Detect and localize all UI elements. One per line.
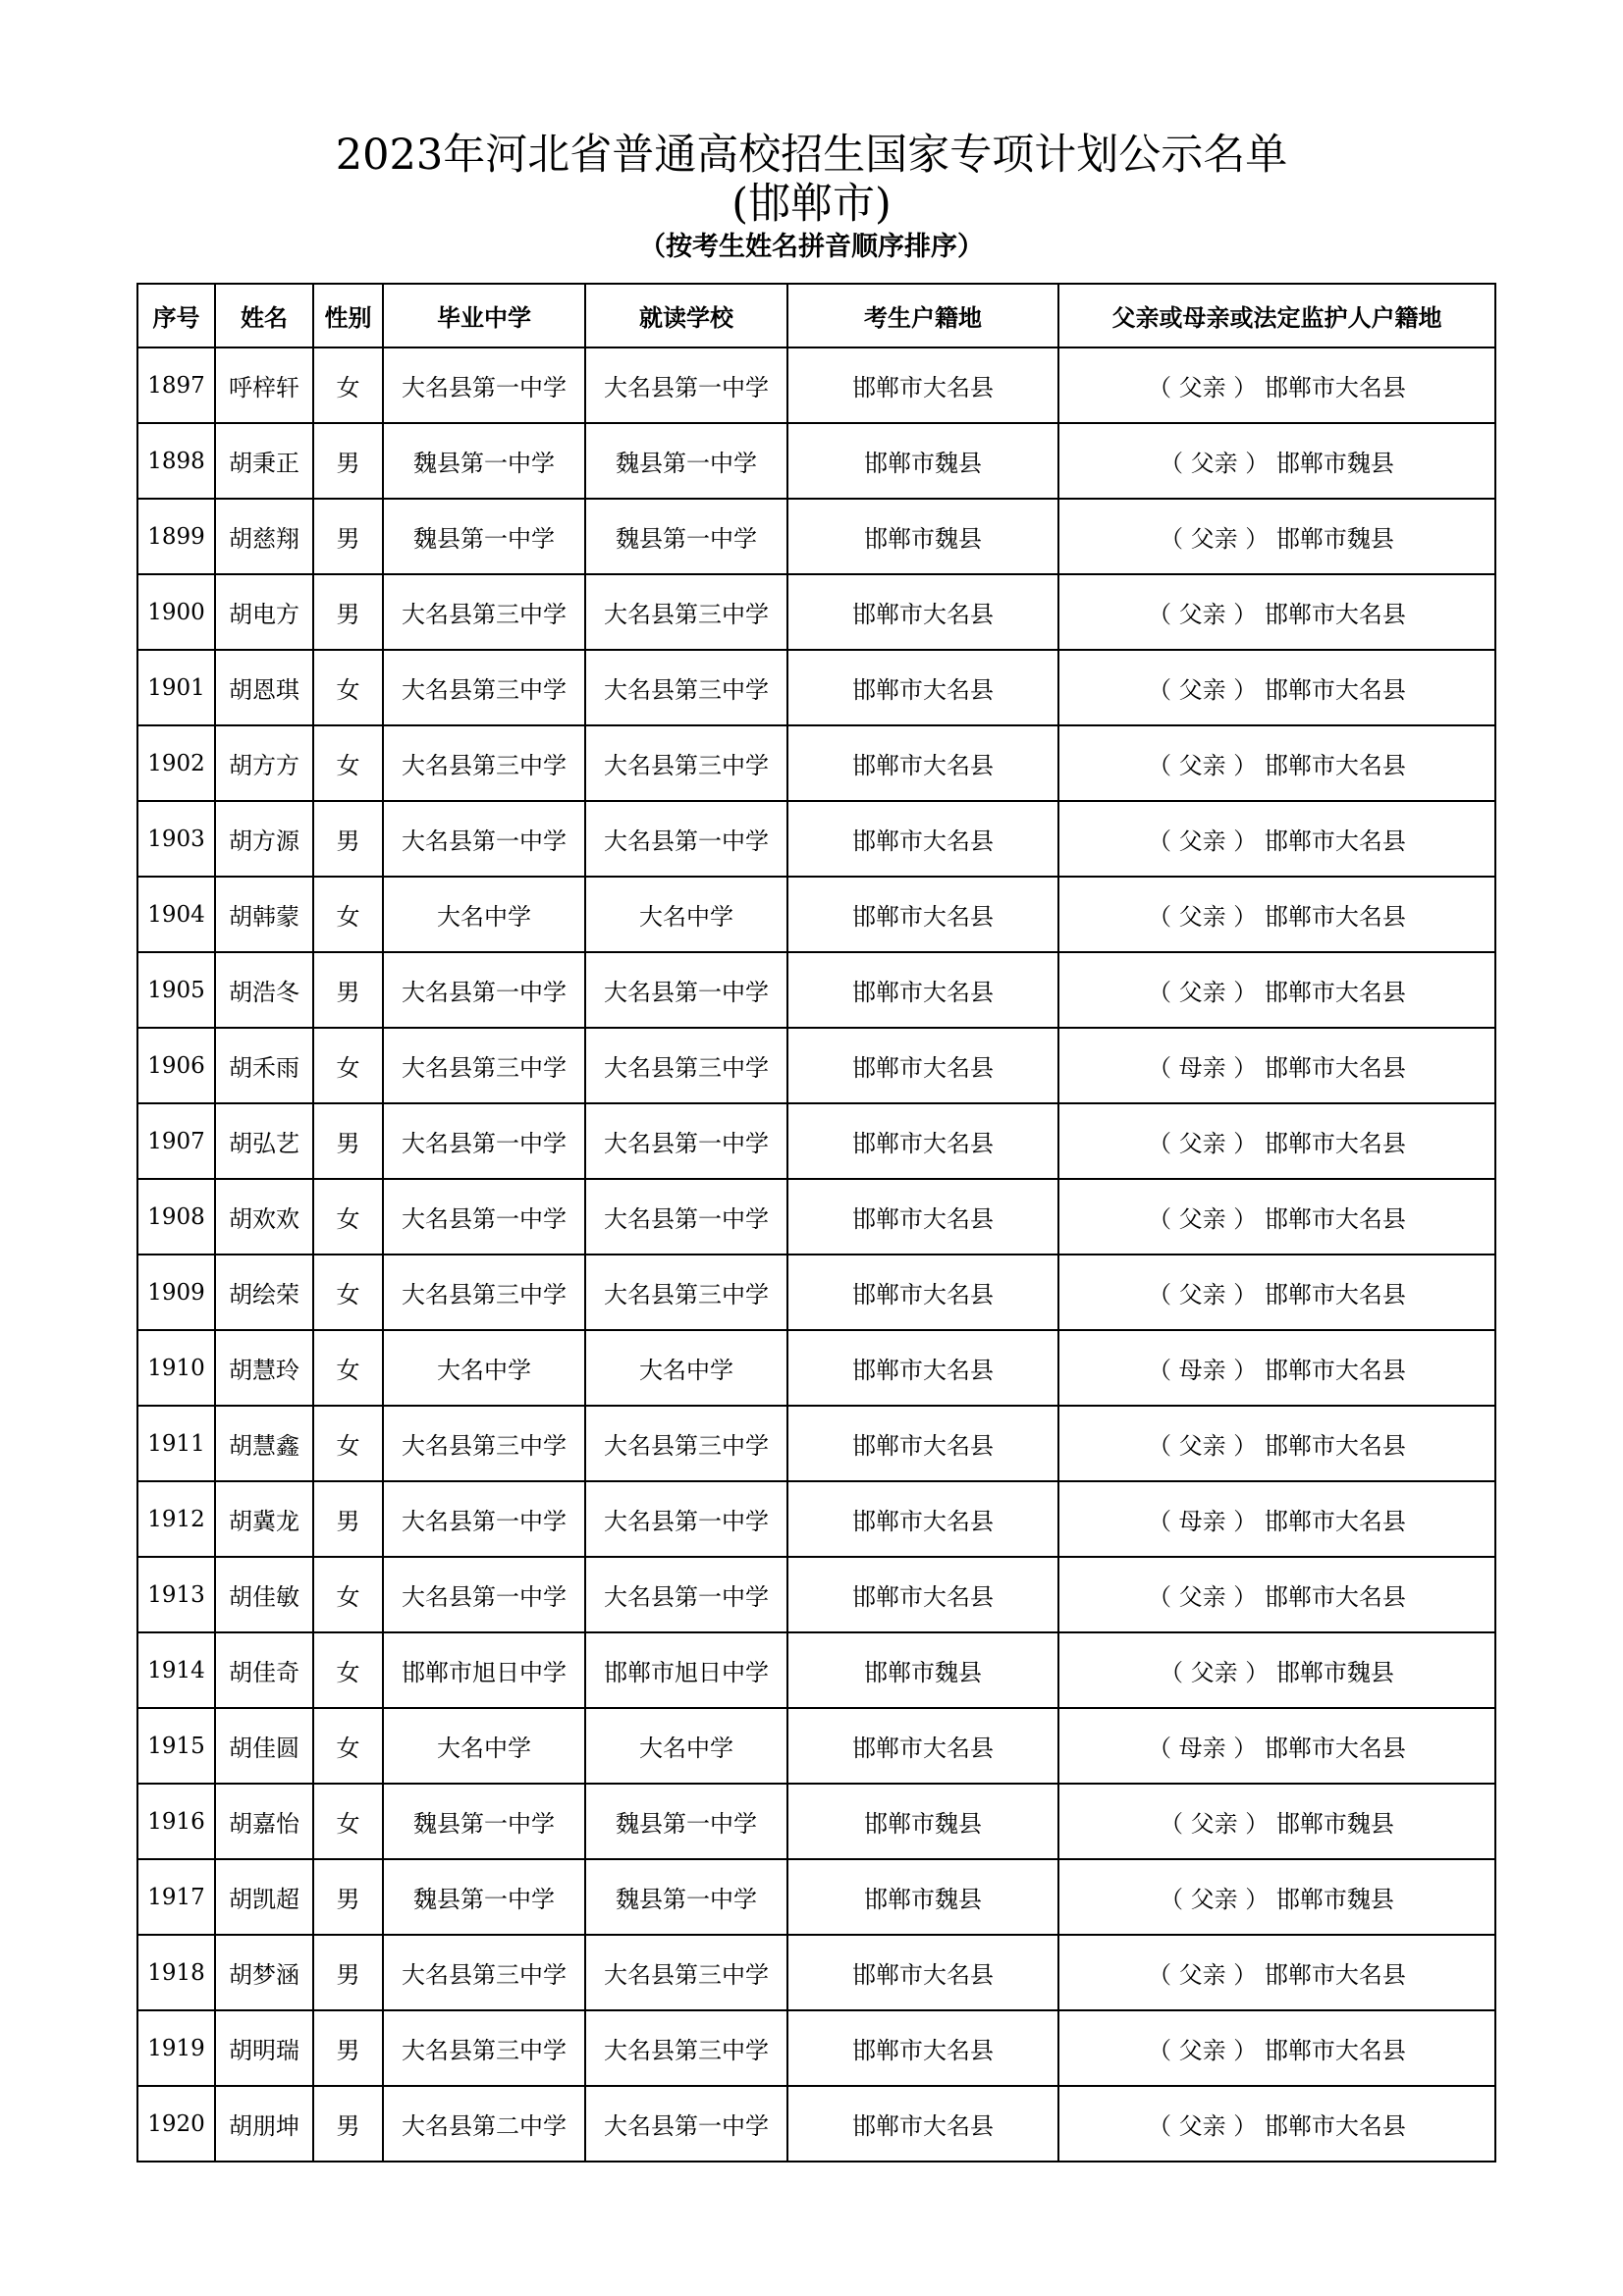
cell-hukou: 邯郸市大名县 [787, 574, 1058, 650]
cell-gender: 女 [313, 1557, 383, 1632]
cell-seq: 1901 [137, 650, 215, 725]
cell-gender: 女 [313, 877, 383, 952]
cell-current-school: 大名县第一中学 [585, 347, 787, 423]
cell-gender: 女 [313, 1406, 383, 1481]
cell-current-school: 大名县第三中学 [585, 1935, 787, 2010]
table-row [137, 1330, 1495, 1406]
cell-seq: 1897 [137, 347, 215, 423]
cell-grad-school: 魏县第一中学 [383, 1784, 585, 1859]
table-row [137, 725, 1495, 801]
table-row [137, 1028, 1495, 1103]
cell-seq: 1908 [137, 1179, 215, 1255]
cell-grad-school: 大名县第一中学 [383, 801, 585, 877]
table-row [137, 1708, 1495, 1784]
cell-gender: 女 [313, 1708, 383, 1784]
cell-gender: 男 [313, 801, 383, 877]
cell-grad-school: 大名县第三中学 [383, 1406, 585, 1481]
cell-grad-school: 大名中学 [383, 1330, 585, 1406]
cell-seq: 1907 [137, 1103, 215, 1179]
cell-hukou: 邯郸市大名县 [787, 725, 1058, 801]
table-row [137, 2086, 1495, 2162]
cell-hukou: 邯郸市魏县 [787, 499, 1058, 574]
cell-name: 胡浩冬 [215, 952, 313, 1028]
cell-name: 胡方方 [215, 725, 313, 801]
cell-hukou: 邯郸市大名县 [787, 1255, 1058, 1330]
cell-current-school: 大名县第三中学 [585, 1028, 787, 1103]
cell-hukou: 邯郸市大名县 [787, 1103, 1058, 1179]
cell-guardian-hukou: （ 母亲 ） 邯郸市大名县 [1058, 1028, 1495, 1103]
cell-name: 胡韩蒙 [215, 877, 313, 952]
cell-current-school: 大名县第一中学 [585, 1179, 787, 1255]
cell-hukou: 邯郸市大名县 [787, 801, 1058, 877]
table-row [137, 1255, 1495, 1330]
cell-hukou: 邯郸市大名县 [787, 1179, 1058, 1255]
cell-gender: 女 [313, 725, 383, 801]
cell-hukou: 邯郸市大名县 [787, 1330, 1058, 1406]
table-row [137, 1103, 1495, 1179]
cell-seq: 1919 [137, 2010, 215, 2086]
cell-grad-school: 大名县第一中学 [383, 1179, 585, 1255]
cell-current-school: 大名县第一中学 [585, 801, 787, 877]
cell-seq: 1912 [137, 1481, 215, 1557]
cell-guardian-hukou: （ 父亲 ） 邯郸市大名县 [1058, 347, 1495, 423]
table-row [137, 1481, 1495, 1557]
cell-grad-school: 邯郸市旭日中学 [383, 1632, 585, 1708]
cell-gender: 女 [313, 1255, 383, 1330]
table-row [137, 1935, 1495, 2010]
table-row [137, 1406, 1495, 1481]
cell-grad-school: 大名县第一中学 [383, 347, 585, 423]
cell-name: 胡冀龙 [215, 1481, 313, 1557]
cell-seq: 1902 [137, 725, 215, 801]
cell-grad-school: 大名县第三中学 [383, 574, 585, 650]
cell-name: 胡朋坤 [215, 2086, 313, 2162]
cell-name: 胡秉正 [215, 423, 313, 499]
cell-guardian-hukou: （ 母亲 ） 邯郸市大名县 [1058, 1330, 1495, 1406]
header-grad-school: 毕业中学 [383, 284, 585, 347]
cell-seq: 1913 [137, 1557, 215, 1632]
cell-name: 胡方源 [215, 801, 313, 877]
cell-seq: 1914 [137, 1632, 215, 1708]
cell-name: 胡嘉怡 [215, 1784, 313, 1859]
document-subtitle: (邯郸市) [731, 180, 892, 229]
cell-gender: 男 [313, 2086, 383, 2162]
cell-gender: 男 [313, 574, 383, 650]
cell-guardian-hukou: （ 母亲 ） 邯郸市大名县 [1058, 1481, 1495, 1557]
cell-seq: 1906 [137, 1028, 215, 1103]
cell-seq: 1910 [137, 1330, 215, 1406]
document-title: 2023年河北省普通高校招生国家专项计划公示名单 [335, 131, 1288, 180]
cell-name: 胡电方 [215, 574, 313, 650]
cell-grad-school: 大名县第一中学 [383, 952, 585, 1028]
table-body [137, 347, 1495, 2162]
cell-grad-school: 大名县第三中学 [383, 725, 585, 801]
cell-current-school: 邯郸市旭日中学 [585, 1632, 787, 1708]
cell-current-school: 大名县第一中学 [585, 952, 787, 1028]
cell-seq: 1920 [137, 2086, 215, 2162]
cell-seq: 1905 [137, 952, 215, 1028]
cell-grad-school: 大名县第三中学 [383, 1935, 585, 2010]
cell-seq: 1900 [137, 574, 215, 650]
cell-seq: 1911 [137, 1406, 215, 1481]
cell-grad-school: 大名县第三中学 [383, 650, 585, 725]
cell-current-school: 大名县第三中学 [585, 725, 787, 801]
cell-seq: 1909 [137, 1255, 215, 1330]
table-row [137, 499, 1495, 574]
cell-gender: 男 [313, 1935, 383, 2010]
cell-guardian-hukou: （ 父亲 ） 邯郸市魏县 [1058, 1784, 1495, 1859]
cell-guardian-hukou: （ 父亲 ） 邯郸市大名县 [1058, 952, 1495, 1028]
cell-grad-school: 大名中学 [383, 1708, 585, 1784]
cell-current-school: 大名县第三中学 [585, 1406, 787, 1481]
cell-gender: 男 [313, 499, 383, 574]
cell-guardian-hukou: （ 父亲 ） 邯郸市大名县 [1058, 1406, 1495, 1481]
cell-gender: 女 [313, 1330, 383, 1406]
cell-hukou: 邯郸市魏县 [787, 1859, 1058, 1935]
cell-name: 胡明瑞 [215, 2010, 313, 2086]
cell-gender: 男 [313, 423, 383, 499]
cell-seq: 1916 [137, 1784, 215, 1859]
cell-gender: 女 [313, 1632, 383, 1708]
cell-guardian-hukou: （ 父亲 ） 邯郸市大名县 [1058, 801, 1495, 877]
cell-current-school: 魏县第一中学 [585, 1784, 787, 1859]
cell-current-school: 大名县第一中学 [585, 2086, 787, 2162]
table-row [137, 877, 1495, 952]
header-hukou: 考生户籍地 [787, 284, 1058, 347]
cell-hukou: 邯郸市大名县 [787, 1481, 1058, 1557]
cell-guardian-hukou: （ 父亲 ） 邯郸市魏县 [1058, 499, 1495, 574]
cell-hukou: 邯郸市大名县 [787, 2010, 1058, 2086]
cell-seq: 1918 [137, 1935, 215, 2010]
cell-hukou: 邯郸市大名县 [787, 1406, 1058, 1481]
header-seq: 序号 [137, 284, 215, 347]
table-row [137, 2010, 1495, 2086]
table-row [137, 1784, 1495, 1859]
cell-name: 胡慧鑫 [215, 1406, 313, 1481]
cell-grad-school: 大名县第二中学 [383, 2086, 585, 2162]
cell-gender: 女 [313, 1028, 383, 1103]
cell-guardian-hukou: （ 母亲 ） 邯郸市大名县 [1058, 1708, 1495, 1784]
cell-name: 胡佳圆 [215, 1708, 313, 1784]
cell-gender: 男 [313, 1481, 383, 1557]
cell-grad-school: 魏县第一中学 [383, 1859, 585, 1935]
cell-hukou: 邯郸市大名县 [787, 2086, 1058, 2162]
table-header-row [137, 284, 1495, 347]
cell-current-school: 大名中学 [585, 1330, 787, 1406]
cell-grad-school: 魏县第一中学 [383, 423, 585, 499]
header-name: 姓名 [215, 284, 313, 347]
cell-current-school: 魏县第一中学 [585, 423, 787, 499]
cell-current-school: 大名中学 [585, 1708, 787, 1784]
cell-grad-school: 大名县第一中学 [383, 1103, 585, 1179]
cell-guardian-hukou: （ 父亲 ） 邯郸市魏县 [1058, 423, 1495, 499]
cell-hukou: 邯郸市大名县 [787, 1028, 1058, 1103]
cell-hukou: 邯郸市大名县 [787, 877, 1058, 952]
cell-name: 胡恩琪 [215, 650, 313, 725]
cell-guardian-hukou: （ 父亲 ） 邯郸市大名县 [1058, 877, 1495, 952]
table-row [137, 1632, 1495, 1708]
cell-gender: 女 [313, 1179, 383, 1255]
cell-hukou: 邯郸市大名县 [787, 1557, 1058, 1632]
table-row [137, 347, 1495, 423]
cell-grad-school: 大名县第三中学 [383, 1028, 585, 1103]
cell-name: 胡慈翔 [215, 499, 313, 574]
cell-guardian-hukou: （ 父亲 ） 邯郸市大名县 [1058, 1557, 1495, 1632]
cell-seq: 1917 [137, 1859, 215, 1935]
table-row [137, 1557, 1495, 1632]
cell-name: 胡欢欢 [215, 1179, 313, 1255]
cell-seq: 1903 [137, 801, 215, 877]
cell-name: 胡佳奇 [215, 1632, 313, 1708]
cell-gender: 女 [313, 650, 383, 725]
cell-hukou: 邯郸市魏县 [787, 423, 1058, 499]
cell-guardian-hukou: （ 父亲 ） 邯郸市大名县 [1058, 1935, 1495, 2010]
cell-current-school: 大名县第三中学 [585, 1255, 787, 1330]
cell-current-school: 大名县第三中学 [585, 2010, 787, 2086]
cell-name: 胡佳敏 [215, 1557, 313, 1632]
cell-seq: 1899 [137, 499, 215, 574]
cell-gender: 男 [313, 1859, 383, 1935]
cell-guardian-hukou: （ 父亲 ） 邯郸市魏县 [1058, 1632, 1495, 1708]
cell-current-school: 大名县第一中学 [585, 1481, 787, 1557]
cell-guardian-hukou: （ 父亲 ） 邯郸市大名县 [1058, 574, 1495, 650]
cell-seq: 1898 [137, 423, 215, 499]
cell-hukou: 邯郸市大名县 [787, 650, 1058, 725]
table-row [137, 1859, 1495, 1935]
cell-current-school: 大名县第一中学 [585, 1557, 787, 1632]
cell-seq: 1904 [137, 877, 215, 952]
table-row [137, 423, 1495, 499]
header-current-school: 就读学校 [585, 284, 787, 347]
cell-hukou: 邯郸市魏县 [787, 1632, 1058, 1708]
cell-guardian-hukou: （ 父亲 ） 邯郸市大名县 [1058, 1255, 1495, 1330]
cell-name: 胡绘荣 [215, 1255, 313, 1330]
cell-guardian-hukou: （ 父亲 ） 邯郸市大名县 [1058, 2086, 1495, 2162]
table-row [137, 801, 1495, 877]
header-gender: 性别 [313, 284, 383, 347]
cell-guardian-hukou: （ 父亲 ） 邯郸市大名县 [1058, 2010, 1495, 2086]
cell-guardian-hukou: （ 父亲 ） 邯郸市大名县 [1058, 650, 1495, 725]
cell-gender: 男 [313, 1103, 383, 1179]
cell-current-school: 大名中学 [585, 877, 787, 952]
cell-gender: 男 [313, 952, 383, 1028]
cell-name: 胡弘艺 [215, 1103, 313, 1179]
header-guardian-hukou: 父亲或母亲或法定监护人户籍地 [1058, 284, 1495, 347]
cell-guardian-hukou: （ 父亲 ） 邯郸市大名县 [1058, 1179, 1495, 1255]
cell-grad-school: 大名县第一中学 [383, 1557, 585, 1632]
cell-gender: 女 [313, 347, 383, 423]
cell-current-school: 大名县第一中学 [585, 1103, 787, 1179]
cell-name: 呼梓轩 [215, 347, 313, 423]
cell-hukou: 邯郸市大名县 [787, 1708, 1058, 1784]
cell-name: 胡梦涵 [215, 1935, 313, 2010]
cell-hukou: 邯郸市大名县 [787, 1935, 1058, 2010]
cell-name: 胡禾雨 [215, 1028, 313, 1103]
cell-name: 胡凯超 [215, 1859, 313, 1935]
cell-name: 胡慧玲 [215, 1330, 313, 1406]
cell-gender: 男 [313, 2010, 383, 2086]
cell-grad-school: 魏县第一中学 [383, 499, 585, 574]
table-row [137, 650, 1495, 725]
cell-guardian-hukou: （ 父亲 ） 邯郸市大名县 [1058, 1103, 1495, 1179]
cell-seq: 1915 [137, 1708, 215, 1784]
cell-guardian-hukou: （ 父亲 ） 邯郸市魏县 [1058, 1859, 1495, 1935]
cell-current-school: 大名县第三中学 [585, 650, 787, 725]
cell-hukou: 邯郸市大名县 [787, 347, 1058, 423]
cell-current-school: 魏县第一中学 [585, 1859, 787, 1935]
cell-grad-school: 大名县第三中学 [383, 2010, 585, 2086]
table-row [137, 574, 1495, 650]
cell-gender: 女 [313, 1784, 383, 1859]
cell-hukou: 邯郸市大名县 [787, 952, 1058, 1028]
sort-note: （按考生姓名拼音顺序排序） [639, 232, 984, 262]
cell-grad-school: 大名中学 [383, 877, 585, 952]
student-list-table [136, 283, 1496, 2163]
cell-guardian-hukou: （ 父亲 ） 邯郸市大名县 [1058, 725, 1495, 801]
cell-hukou: 邯郸市魏县 [787, 1784, 1058, 1859]
table-row [137, 952, 1495, 1028]
cell-grad-school: 大名县第一中学 [383, 1481, 585, 1557]
cell-current-school: 大名县第三中学 [585, 574, 787, 650]
table-row [137, 1179, 1495, 1255]
cell-current-school: 魏县第一中学 [585, 499, 787, 574]
cell-grad-school: 大名县第三中学 [383, 1255, 585, 1330]
